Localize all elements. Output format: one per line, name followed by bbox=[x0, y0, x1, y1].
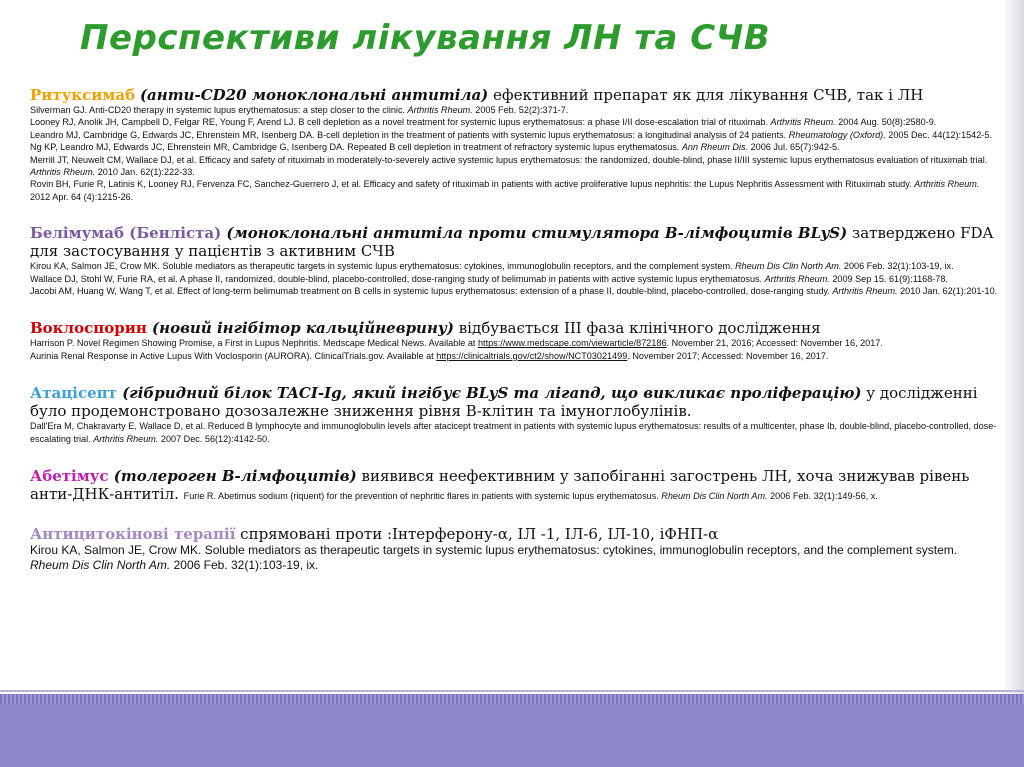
belimumab-headline bbox=[30, 224, 998, 260]
atacicept-headline bbox=[30, 384, 998, 420]
rituximab-description: (анти-CD20 моноклональні антитіла) bbox=[139, 86, 489, 104]
anticytokine-headline bbox=[30, 525, 998, 543]
reference: Wallace DJ, Stohl W, Furie RA, et al. A phase II, randomized, double-blind, placebo-controlled, dose-ranging study of belimumab in patients with active systemic lupus erythematosus. Arthritis Rheum. 2009 Sep 15. 61(9):1168-78. bbox=[30, 273, 948, 284]
reference: Jacobi AM, Huang W, Wang T, et al. Effect of long-term belimumab treatment on B cells in systemic lupus erythematosus: extension of a phase II, double-blind, placebo-controlled, dose-ranging study. Arthritis Rheum. 2010 Jan. 62(1):201-10. bbox=[30, 286, 998, 297]
bottom-decor-band bbox=[0, 694, 1024, 767]
belimumab-description: (моноклональні антитіла проти стимулятора В-лімфоцитів BLyS) bbox=[221, 224, 848, 243]
anticytokine-reference: Kirou KA, Salmon JE, Crow MK. Soluble mediators as therapeutic targets in systemic lupus erythematosus: cytokines, immunoglobulin receptors, and the complement system. Rheum Dis Clin North Am. 2006 Feb. 32(1):103-19, ix. bbox=[30, 543, 958, 573]
rituximab-summary: ефективний препарат як для лікування СЧВ, так і ЛН bbox=[488, 86, 924, 104]
voclosporin-summary: відбувається ІІІ фаза клінічного дослідження bbox=[453, 319, 821, 338]
section-anticytokine bbox=[30, 525, 998, 573]
rituximab-references bbox=[30, 104, 998, 203]
anticytokine-summary: спрямовані проти :Інтерферону-α, ІЛ -1, ІЛ-6, ІЛ-10, іФНП-α bbox=[235, 525, 719, 544]
abetimus-summary: виявився неефективним у запобіганні загострень ЛН, хоча знижував рівень анти-ДНК-антитіл. bbox=[30, 467, 970, 504]
rituximab-drug-name: Ритуксимаб bbox=[30, 86, 136, 104]
section-rituximab bbox=[30, 86, 998, 203]
reference: Silverman GJ. Anti-CD20 therapy in systemic lupus erythematosus: a step closer to the clinic. Arthritis Rheum. 2005 Feb. 52(2):371-7. bbox=[30, 105, 569, 115]
voclosporin-drug-name: Воклоспорин bbox=[30, 319, 147, 338]
reference: Looney RJ, Anolik JH, Campbell D, Felgar RE, Young F, Arend LJ. B cell depletion as a novel treatment for systemic lupus erythematosus: a phase I/II dose-escalation trial of rituximab. Arthritis Rheum. 2004 Aug. 50(8):2580-9. bbox=[30, 117, 937, 128]
abetimus-drug-name: Абетімус bbox=[30, 467, 109, 486]
atacicept-summary: у дослідженні було продемонстровано дозозалежне зниження рівня В-клітин та імуноглобулінів. bbox=[30, 384, 978, 421]
section-atacicept bbox=[30, 384, 998, 445]
abetimus-headline bbox=[30, 467, 998, 503]
atacicept-description: (гібридний білок TACI-Ig, який інгібує BLyS та лігаnд, що викликає проліферацію) bbox=[122, 384, 862, 403]
reference: Dall'Era M, Chakravarty E, Wallace D, et al. Reduced B lymphocyte and immunoglobulin levels after atacicept treatment in patients with systemic lupus erythematosus: results of a multicenter, phase Ib, double-blind, placebo-controlled, dose-escalating trial. Arthritis Rheum. 2007 Dec. 56(12):4142-50. bbox=[30, 421, 997, 444]
section-belimumab bbox=[30, 224, 998, 297]
medscape-link[interactable]: https://www.medscape.com/viewarticle/872186 bbox=[478, 338, 667, 349]
atacicept-drug-name: Атацісепт bbox=[30, 384, 123, 403]
belimumab-references bbox=[30, 260, 998, 297]
abetimus-description: (толероген В-лімфоцитів) bbox=[108, 467, 357, 486]
reference: Aurinia Renal Response in Active Lupus With Voclosporin (AURORA). ClinicalTrials.gov. Available at https://clinicaltrials.gov/ct2/show/NCT03021499. November 2017; Accessed: November 16, 2017. bbox=[30, 350, 829, 361]
slide-content bbox=[30, 86, 998, 595]
reference: Harrison P. Novel Regimen Showing Promise, a First in Lupus Nephritis. Medscape Medical News. Available at https://www.medscape.com/viewarticle/872186. November 21, 2016; Accessed: November 16, 2017. bbox=[30, 338, 883, 349]
rituximab-headline bbox=[30, 86, 998, 104]
belimumab-drug-name: Белімумаб (Бенліста) bbox=[30, 224, 222, 243]
reference: Kirou KA, Salmon JE, Crow MK. Soluble mediators as therapeutic targets in systemic lupus erythematosus: cytokines, immunoglobulin receptors, and the complement system. Rheum Dis Clin North Am. 2006 Feb. 32(1):103-19, ix. bbox=[30, 261, 954, 272]
bottom-divider bbox=[0, 690, 1024, 692]
belimumab-summary: затверджено FDA для застосування у пацієнтів з активним СЧВ bbox=[30, 224, 994, 261]
section-voclosporin bbox=[30, 319, 998, 362]
section-abetimus bbox=[30, 467, 998, 503]
voclosporin-references bbox=[30, 337, 998, 362]
atacicept-references bbox=[30, 420, 998, 445]
reference: Ng KP, Leandro MJ, Edwards JC, Ehrenstein MR, Cambridge G, Isenberg DA. Repeated B cell depletion in treatment of refractory systemic lupus erythematosus. Ann Rheum Dis. 2006 Jul. 65(7):942-5. bbox=[30, 142, 840, 153]
reference: Rovin BH, Furie R, Latinis K, Looney RJ, Fervenza FC, Sanchez-Guerrero J, et al. Efficacy and safety of rituximab in patients with active proliferative lupus nephritis: the Lupus Nephritis Assessment with Rituximab study. Arthritis Rheum. 2012 Apr. 64 (4):1215-26. bbox=[30, 179, 980, 202]
reference: Merrill JT, Neuwelt CM, Wallace DJ, et al. Efficacy and safety of rituximab in moderately-to-severely active systemic lupus erythematosus: the randomized, double-blind, phase II/III systemic lupus erythematosus evaluation of rituximab trial. Arthritis Rheum. 2010 Jan. 62(1):222-33. bbox=[30, 154, 988, 178]
abetimus-reference: Furie R. Abetimus sodium (riquent) for the prevention of nephritic flares in patients with systemic lupus erythematosus. Rheum Dis Clin North Am. 2006 Feb. 32(1):149-56, x. bbox=[183, 491, 878, 502]
anticytokine-drug-name: Антицитокінові терапії bbox=[30, 525, 236, 544]
voclosporin-headline bbox=[30, 319, 998, 337]
reference: Leandro MJ, Cambridge G, Edwards JC, Ehrenstein MR, Isenberg DA. B-cell depletion in the treatment of patients with systemic lupus erythematosus: a longitudinal analysis of 24 patients. Rheumatology (Oxford). 2005 Dec. 44(12):1542-5. bbox=[30, 129, 992, 140]
voclosporin-description: (новий інгібітор кальційневрину) bbox=[146, 319, 454, 338]
slide-title: Перспективи лікування ЛН та СЧВ bbox=[80, 18, 771, 58]
clinicaltrials-link[interactable]: https://clinicaltrials.gov/ct2/show/NCT03021499 bbox=[436, 350, 628, 361]
right-edge-accent bbox=[1002, 0, 1024, 694]
